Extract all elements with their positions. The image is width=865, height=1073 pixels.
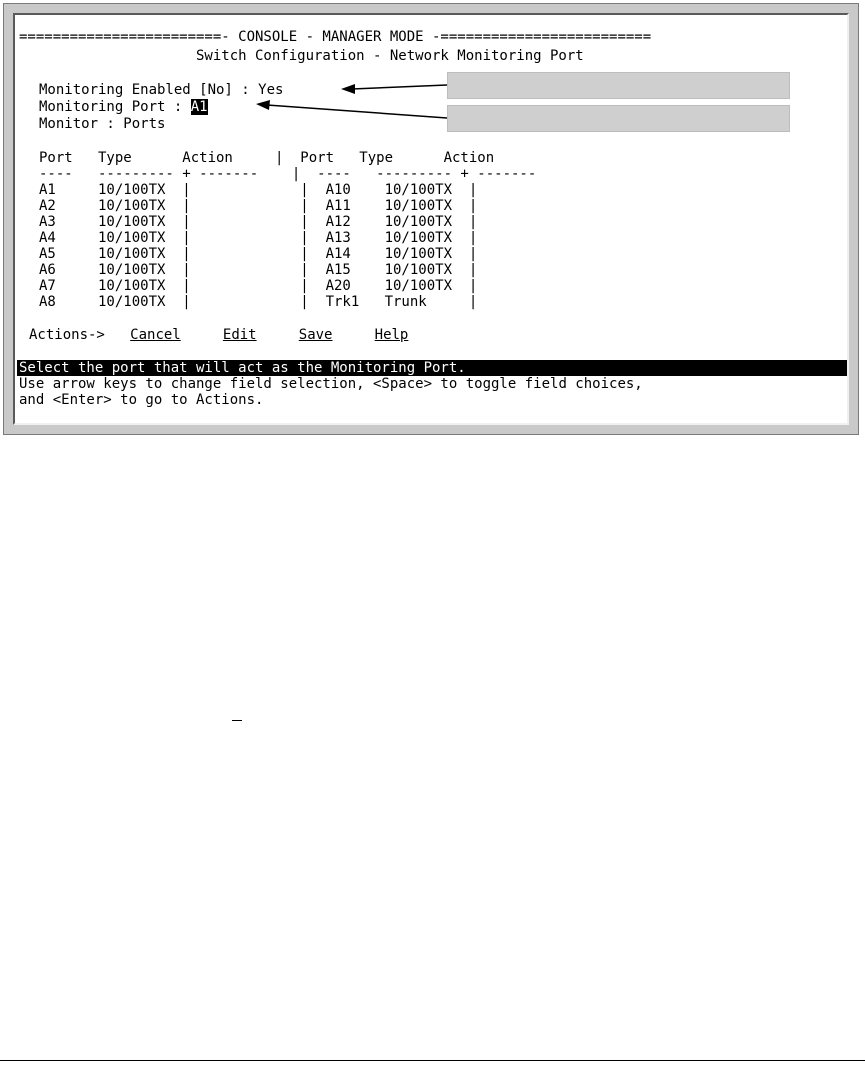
help-instructions-line-2: and <Enter> to go to Actions. xyxy=(19,392,264,408)
table-row[interactable]: A6 10/100TX | | A15 10/100TX | xyxy=(39,262,478,278)
monitoring-enabled-label: Monitoring Enabled [No] : xyxy=(39,82,259,98)
monitoring-enabled-field[interactable]: Yes xyxy=(258,82,284,98)
table-separator: ---- --------- + ------- | ---- --------- + ------- xyxy=(39,166,537,182)
table-row[interactable]: A4 10/100TX | | A13 10/100TX | xyxy=(39,230,478,246)
monitoring-port-label: Monitoring Port : xyxy=(39,99,191,115)
table-row[interactable]: A2 10/100TX | | A11 10/100TX | xyxy=(39,198,478,214)
help-instructions-line-1: Use arrow keys to change field selection, <Space> to toggle field choices, xyxy=(19,376,643,392)
actions-label: Actions-> xyxy=(29,327,105,343)
table-header: Port Type Action | Port Type Action xyxy=(39,150,495,166)
arrowhead-enabled-icon xyxy=(341,84,355,94)
status-line: Select the port that will act as the Monitoring Port. xyxy=(17,360,849,376)
table-row[interactable]: A3 10/100TX | | A12 10/100TX | xyxy=(39,214,478,230)
help-action[interactable]: Help xyxy=(374,327,409,343)
table-row[interactable]: A7 10/100TX | | A20 10/100TX | xyxy=(39,278,478,294)
monitor-field[interactable]: Ports xyxy=(123,116,166,132)
cancel-action[interactable]: Cancel xyxy=(130,327,181,343)
console-header-line: ========================- CONSOLE - MANAGER MODE -========================= xyxy=(19,29,652,45)
monitoring-port-field[interactable]: A1 xyxy=(190,99,208,115)
table-row[interactable]: A1 10/100TX | | A10 10/100TX | xyxy=(39,182,478,198)
table-row[interactable]: A8 10/100TX | | Trk1 Trunk | xyxy=(39,294,478,310)
callout-arrows xyxy=(0,0,865,440)
screen-title: Switch Configuration - Network Monitoring Port xyxy=(196,48,584,64)
save-action[interactable]: Save xyxy=(298,327,333,343)
arrowhead-port-icon xyxy=(256,100,270,110)
table-row[interactable]: A5 10/100TX | | A14 10/100TX | xyxy=(39,246,478,262)
page-footer-rule xyxy=(0,1060,865,1061)
arrow-line-enabled xyxy=(352,85,447,89)
monitor-label: Monitor : xyxy=(39,116,124,132)
arrow-line-port xyxy=(267,105,447,118)
stray-underscore-mark xyxy=(232,720,242,721)
edit-action[interactable]: Edit xyxy=(222,327,257,343)
